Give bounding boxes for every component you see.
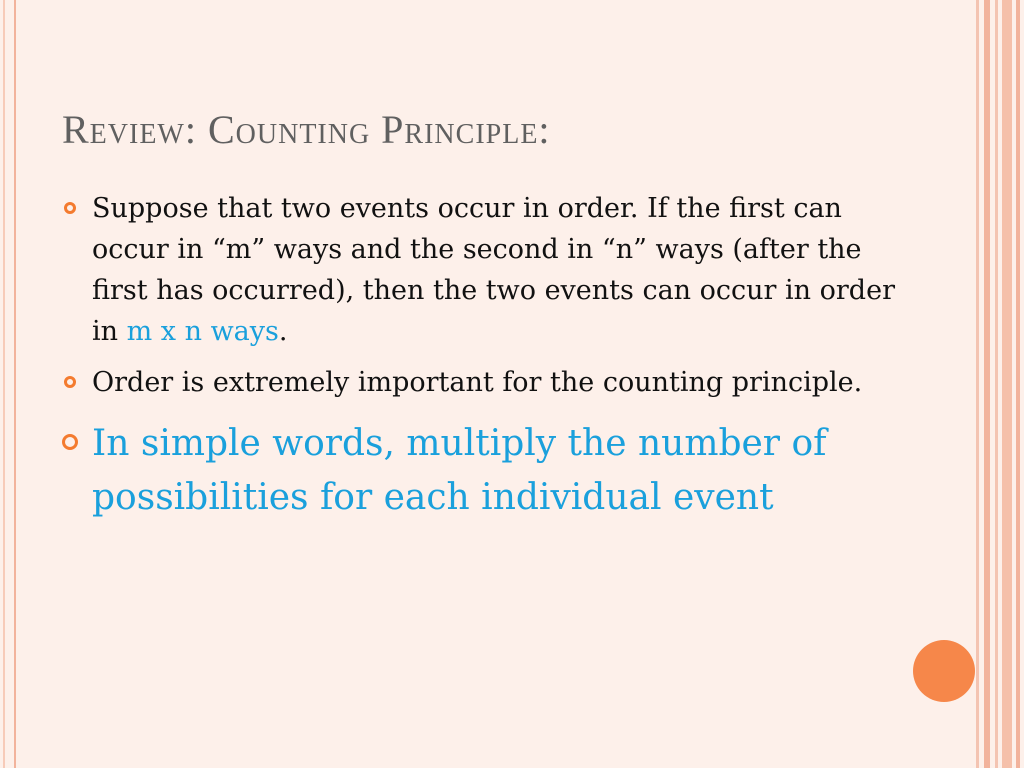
bullet-item [62, 362, 922, 403]
bullet-circle-icon [64, 202, 76, 214]
bullet-item [62, 188, 922, 352]
right-stripe [995, 0, 998, 768]
left-border-line [3, 0, 5, 768]
orange-circle-decoration [913, 640, 975, 702]
slide-title: Review: Counting Principle: [62, 107, 551, 152]
left-border-decoration [0, 0, 16, 768]
right-stripe [1016, 0, 1020, 768]
bullet-circle-icon [64, 376, 76, 388]
bullet-text: In simple words, multiply the number of possibilities for each individual event [92, 423, 827, 518]
right-stripe [976, 0, 979, 768]
bullet-item-emphasis [62, 417, 922, 525]
bullet-text: Suppose that two events occur in order. If the first can occur in “m” ways and the second in “n” ways (after the first has occurred), then the two events can occur in order in [92, 193, 895, 347]
right-stripe [1002, 0, 1012, 768]
bullet-highlight: m x n ways [126, 316, 279, 347]
bullet-text: Order is extremely important for the counting principle. [92, 367, 863, 398]
bullet-text-end: . [278, 316, 288, 347]
right-stripes-decoration [976, 0, 1024, 768]
bullet-circle-icon [62, 434, 78, 450]
right-stripe [984, 0, 990, 768]
bullet-list [62, 188, 922, 525]
